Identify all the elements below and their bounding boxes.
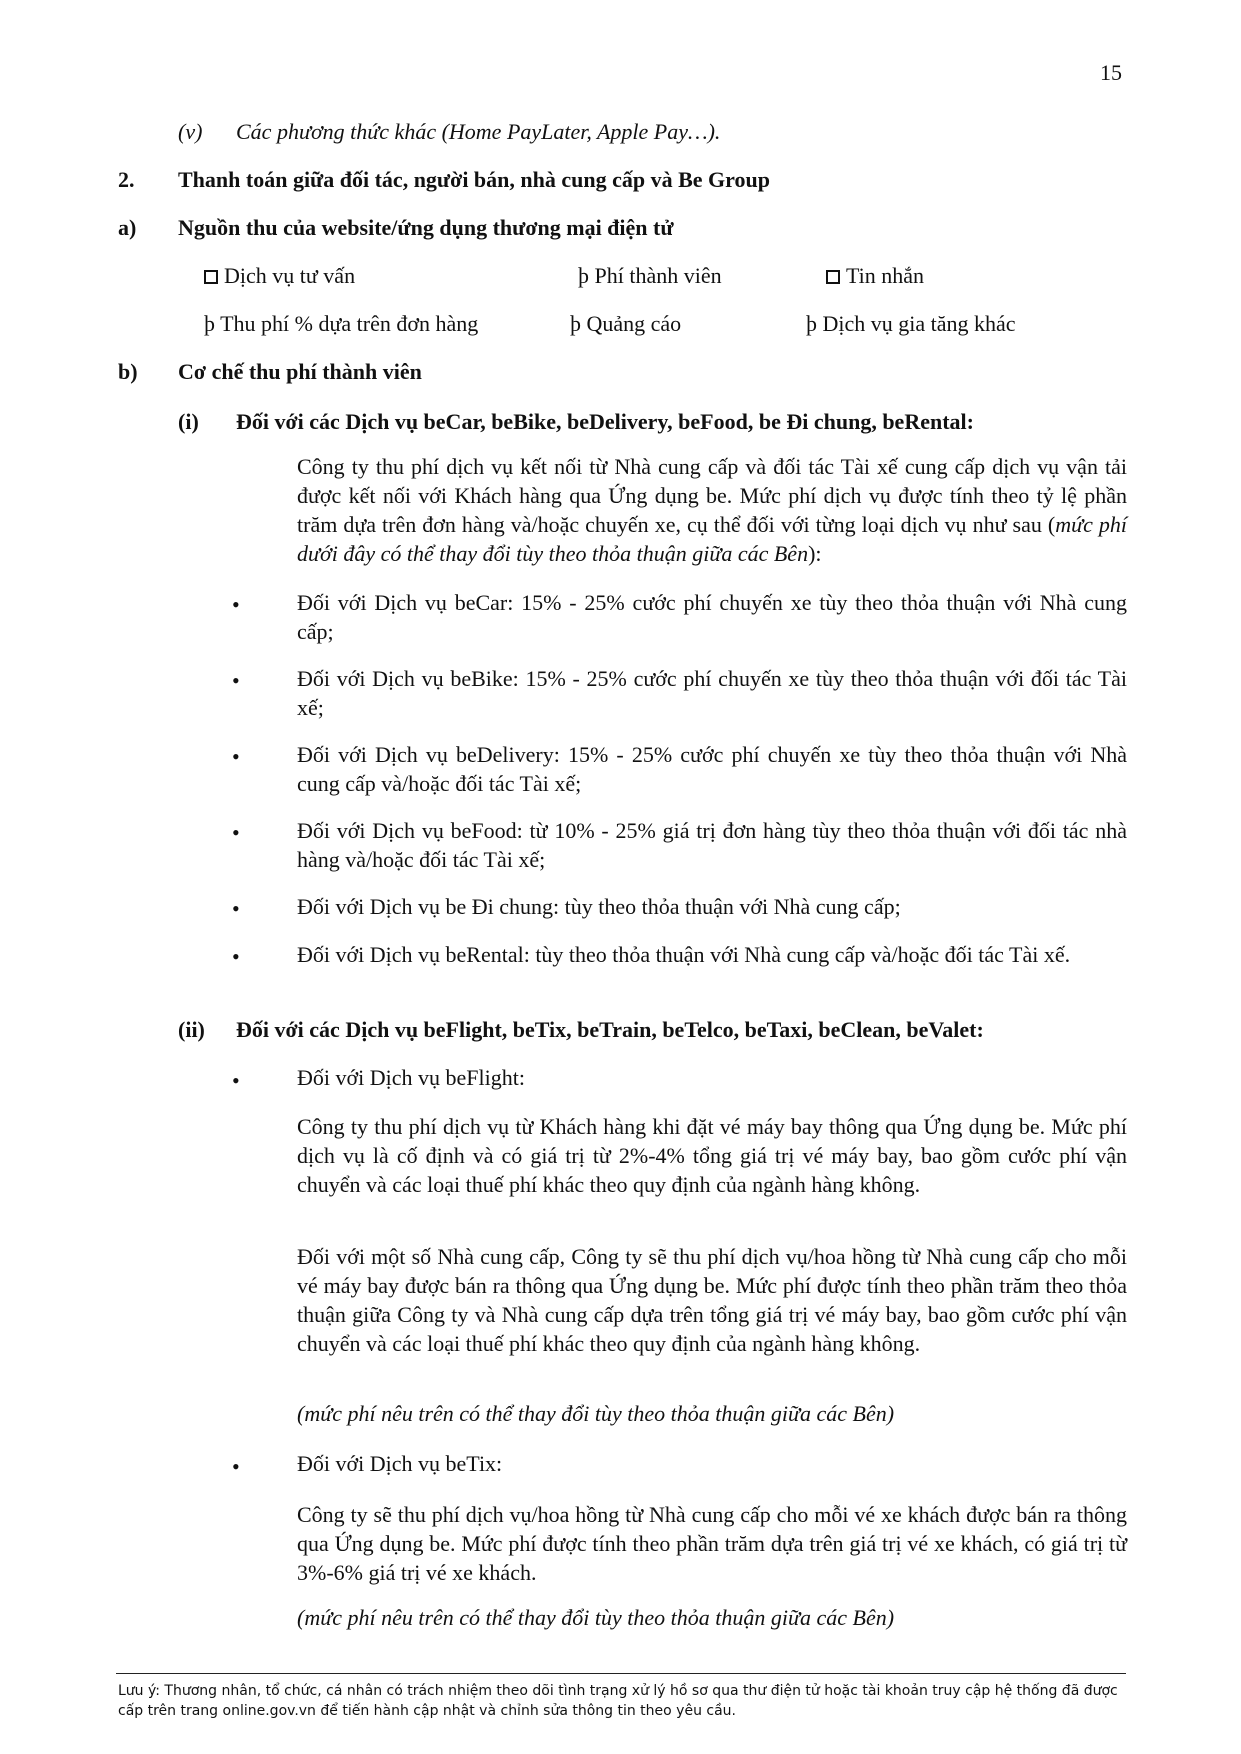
betix-note: (mức phí nêu trên có thể thay đổi tùy theo thỏa thuận giữa các Bên): [297, 1605, 895, 1630]
item-v-marker: (v): [178, 119, 203, 144]
bullet-icon: •: [232, 896, 240, 921]
bullet-icon: •: [232, 744, 240, 769]
bullet-icon: •: [232, 944, 240, 969]
checked-mark-icon: þ: [570, 311, 581, 336]
beflight-paragraph-1: Công ty thu phí dịch vụ từ Khách hàng khi đặt vé máy bay thông qua Ứng dụng be. Mức phí dịch vụ là cố định và có giá trị từ 2%-4% tổng giá trị vé máy bay, bao gồm cước phí vận chuyển và các loại thuế phí khác theo quy định của ngành hàng không.: [297, 1114, 1127, 1197]
betix-paragraph-1: Công ty sẽ thu phí dịch vụ/hoa hồng từ Nhà cung cấp cho mỗi vé xe khách được bán ra thông qua Ứng dụng be. Mức phí được tính theo phần trăm dựa trên giá trị vé xe khách, có giá trị từ 3%-6% giá trị vé xe khách.: [297, 1502, 1127, 1585]
revenue-option-messaging: Tin nhắn: [826, 262, 924, 290]
bullet-icon: •: [232, 1068, 240, 1093]
list-item-bedelivery: Đối với Dịch vụ beDelivery: 15% - 25% cước phí chuyến xe tùy theo thỏa thuận với Nhà cung cấp và/hoặc đối tác Tài xế;: [297, 742, 1127, 796]
checkbox-unchecked-icon: [826, 270, 840, 284]
sub-i-title: Đối với các Dịch vụ beCar, beBike, beDelivery, beFood, be Đi chung, beRental:: [236, 409, 974, 434]
beflight-heading: Đối với Dịch vụ beFlight:: [297, 1065, 525, 1090]
sub-ii-title: Đối với các Dịch vụ beFlight, beTix, beTrain, beTelco, beTaxi, beClean, beValet:: [236, 1017, 984, 1042]
beflight-note: (mức phí nêu trên có thể thay đổi tùy theo thỏa thuận giữa các Bên): [297, 1401, 895, 1426]
checked-mark-icon: þ: [578, 263, 589, 288]
item-v-text: Các phương thức khác (Home PayLater, Apple Pay…).: [236, 119, 721, 144]
checked-mark-icon: þ: [806, 311, 817, 336]
bullet-icon: •: [232, 820, 240, 845]
revenue-option-other-services: þ Dịch vụ gia tăng khác: [806, 311, 1016, 336]
list-item-berental: Đối với Dịch vụ beRental: tùy theo thỏa thuận với Nhà cung cấp và/hoặc đối tác Tài xế.: [297, 942, 1071, 967]
bullet-icon: •: [232, 592, 240, 617]
beflight-paragraph-2: Đối với một số Nhà cung cấp, Công ty sẽ thu phí dịch vụ/hoa hồng từ Nhà cung cấp cho mỗi vé máy bay được bán ra thông qua Ứng dụng be. Mức phí được tính theo phần trăm theo thỏa thuận giữa Công ty và Nhà cung cấp dựa trên tổng giá trị vé máy bay, bao gồm cước phí vận chuyển và các loại thuế phí khác theo quy định của ngành hàng không.: [297, 1244, 1127, 1356]
revenue-option-order-fee: þ Thu phí % dựa trên đơn hàng: [204, 311, 479, 336]
bullet-icon: •: [232, 1454, 240, 1479]
bullet-icon: •: [232, 668, 240, 693]
section-2-title: Thanh toán giữa đối tác, người bán, nhà cung cấp và Be Group: [178, 167, 770, 192]
betix-heading: Đối với Dịch vụ beTix:: [297, 1451, 503, 1476]
revenue-option-advertising: þ Quảng cáo: [570, 311, 682, 336]
checkbox-unchecked-icon: [204, 270, 218, 284]
section-a-title: Nguồn thu của website/ứng dụng thương mại điện tử: [178, 215, 674, 240]
section-b-marker: b): [118, 359, 138, 384]
sub-i-intro: Công ty thu phí dịch vụ kết nối từ Nhà cung cấp và đối tác Tài xế cung cấp dịch vụ vận tải được kết nối với Khách hàng qua Ứng dụng be. Mức phí dịch vụ được tính theo tỷ lệ phần trăm dựa trên đơn hàng và/hoặc chuyến xe, cụ thể đối với từng loại dịch vụ như sau (mức phí dưới đây có thể thay đổi tùy theo thỏa thuận giữa các Bên):: [297, 454, 1127, 566]
list-item-bebike: Đối với Dịch vụ beBike: 15% - 25% cước phí chuyến xe tùy theo thỏa thuận với đối tác Tài xế;: [297, 666, 1127, 720]
section-2-marker: 2.: [118, 167, 135, 192]
revenue-option-membership-fee: þ Phí thành viên: [578, 263, 722, 288]
footer-note: Lưu ý: Thương nhân, tổ chức, cá nhân có trách nhiệm theo dõi tình trạng xử lý hồ sơ qua thư điện tử hoặc tài khoản truy cập hệ thống đã được cấp trên trang online.gov.vn để tiến hành cập nhật và chỉnh sửa thông tin theo yêu cầu.: [118, 1683, 1118, 1719]
sub-i-marker: (i): [178, 409, 199, 434]
checked-mark-icon: þ: [204, 311, 215, 336]
list-item-be-di-chung: Đối với Dịch vụ be Đi chung: tùy theo thỏa thuận với Nhà cung cấp;: [297, 894, 901, 919]
section-b-title: Cơ chế thu phí thành viên: [178, 359, 422, 384]
footer-divider: [116, 1673, 1126, 1674]
page-number: 15: [1100, 60, 1122, 85]
section-a-marker: a): [118, 215, 137, 240]
revenue-option-consulting: Dịch vụ tư vấn: [204, 262, 355, 290]
list-item-becar: Đối với Dịch vụ beCar: 15% - 25% cước phí chuyến xe tùy theo thỏa thuận với Nhà cung cấp;: [297, 590, 1127, 644]
list-item-befood: Đối với Dịch vụ beFood: từ 10% - 25% giá trị đơn hàng tùy theo thỏa thuận với đối tác nhà hàng và/hoặc đối tác Tài xế;: [297, 818, 1127, 872]
sub-ii-marker: (ii): [178, 1017, 205, 1042]
